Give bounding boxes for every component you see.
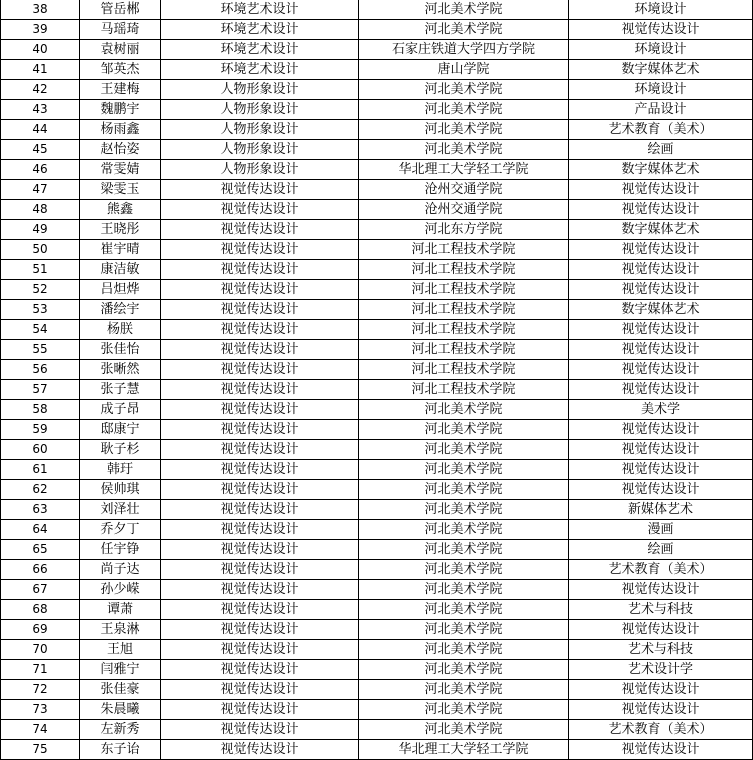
cell-number: 71 [1, 660, 80, 680]
cell-direction: 人物形象设计 [161, 160, 359, 180]
cell-direction: 视觉传达设计 [161, 280, 359, 300]
cell-direction: 视觉传达设计 [161, 620, 359, 640]
cell-direction: 视觉传达设计 [161, 500, 359, 520]
cell-major: 视觉传达设计 [569, 440, 753, 460]
cell-school: 河北工程技术学院 [359, 380, 569, 400]
cell-number: 58 [1, 400, 80, 420]
table-row [1, 280, 753, 300]
cell-major: 艺术教育（美术） [569, 560, 753, 580]
table-row [1, 620, 753, 640]
table-row [1, 380, 753, 400]
cell-direction: 人物形象设计 [161, 100, 359, 120]
cell-name: 王旭 [80, 640, 161, 660]
cell-direction: 视觉传达设计 [161, 580, 359, 600]
cell-direction: 视觉传达设计 [161, 600, 359, 620]
cell-school: 河北工程技术学院 [359, 240, 569, 260]
cell-direction: 视觉传达设计 [161, 440, 359, 460]
cell-name: 任宇铮 [80, 540, 161, 560]
cell-name: 邹英杰 [80, 60, 161, 80]
cell-name: 王晓彤 [80, 220, 161, 240]
cell-school: 河北东方学院 [359, 220, 569, 240]
cell-number: 42 [1, 80, 80, 100]
cell-name: 朱晨曦 [80, 700, 161, 720]
cell-number: 72 [1, 680, 80, 700]
table-row [1, 420, 753, 440]
cell-major: 视觉传达设计 [569, 420, 753, 440]
cell-direction: 视觉传达设计 [161, 740, 359, 760]
table-row [1, 0, 753, 20]
cell-direction: 视觉传达设计 [161, 560, 359, 580]
table-row [1, 720, 753, 740]
cell-major: 艺术设计学 [569, 660, 753, 680]
cell-number: 59 [1, 420, 80, 440]
table-row [1, 200, 753, 220]
cell-name: 张晰然 [80, 360, 161, 380]
table-row [1, 320, 753, 340]
cell-direction: 环境艺术设计 [161, 20, 359, 40]
cell-name: 袁树丽 [80, 40, 161, 60]
cell-major: 艺术与科技 [569, 640, 753, 660]
cell-direction: 视觉传达设计 [161, 320, 359, 340]
cell-school: 河北美术学院 [359, 680, 569, 700]
cell-major: 视觉传达设计 [569, 740, 753, 760]
table-row [1, 400, 753, 420]
cell-name: 闫雅宁 [80, 660, 161, 680]
cell-school: 河北工程技术学院 [359, 360, 569, 380]
cell-number: 51 [1, 260, 80, 280]
cell-major: 环境设计 [569, 40, 753, 60]
cell-school: 河北美术学院 [359, 120, 569, 140]
table-row [1, 500, 753, 520]
cell-name: 乔夕丁 [80, 520, 161, 540]
table-row [1, 580, 753, 600]
cell-school: 河北工程技术学院 [359, 340, 569, 360]
cell-school: 河北美术学院 [359, 700, 569, 720]
cell-direction: 人物形象设计 [161, 120, 359, 140]
cell-major: 数字媒体艺术 [569, 300, 753, 320]
cell-number: 56 [1, 360, 80, 380]
cell-number: 47 [1, 180, 80, 200]
cell-major: 产品设计 [569, 100, 753, 120]
cell-direction: 视觉传达设计 [161, 300, 359, 320]
cell-major: 数字媒体艺术 [569, 160, 753, 180]
cell-name: 韩玗 [80, 460, 161, 480]
cell-major: 视觉传达设计 [569, 480, 753, 500]
cell-name: 常雯婧 [80, 160, 161, 180]
cell-major: 数字媒体艺术 [569, 60, 753, 80]
cell-number: 55 [1, 340, 80, 360]
cell-school: 石家庄铁道大学四方学院 [359, 40, 569, 60]
table-row [1, 260, 753, 280]
cell-name: 梁雯玉 [80, 180, 161, 200]
cell-school: 河北美术学院 [359, 440, 569, 460]
cell-number: 69 [1, 620, 80, 640]
cell-name: 耿子杉 [80, 440, 161, 460]
cell-direction: 视觉传达设计 [161, 340, 359, 360]
cell-major: 绘画 [569, 140, 753, 160]
cell-direction: 视觉传达设计 [161, 240, 359, 260]
cell-number: 48 [1, 200, 80, 220]
table-row [1, 180, 753, 200]
table-row [1, 20, 753, 40]
cell-school: 河北美术学院 [359, 500, 569, 520]
cell-major: 视觉传达设计 [569, 200, 753, 220]
cell-direction: 视觉传达设计 [161, 420, 359, 440]
cell-school: 河北美术学院 [359, 400, 569, 420]
cell-name: 崔宇晴 [80, 240, 161, 260]
cell-school: 华北理工大学轻工学院 [359, 160, 569, 180]
cell-name: 成子昂 [80, 400, 161, 420]
table-row [1, 560, 753, 580]
cell-school: 华北理工大学轻工学院 [359, 740, 569, 760]
cell-number: 45 [1, 140, 80, 160]
cell-direction: 视觉传达设计 [161, 360, 359, 380]
table-row [1, 680, 753, 700]
table-row [1, 660, 753, 680]
cell-name: 潘绘宇 [80, 300, 161, 320]
cell-school: 河北美术学院 [359, 540, 569, 560]
cell-number: 43 [1, 100, 80, 120]
cell-major: 环境设计 [569, 80, 753, 100]
cell-major: 视觉传达设计 [569, 360, 753, 380]
cell-direction: 视觉传达设计 [161, 260, 359, 280]
cell-direction: 环境艺术设计 [161, 60, 359, 80]
cell-number: 40 [1, 40, 80, 60]
table-body [1, 0, 753, 760]
cell-direction: 视觉传达设计 [161, 380, 359, 400]
cell-number: 67 [1, 580, 80, 600]
table-row [1, 240, 753, 260]
cell-number: 61 [1, 460, 80, 480]
table-row [1, 300, 753, 320]
cell-name: 马瑶琦 [80, 20, 161, 40]
cell-school: 沧州交通学院 [359, 200, 569, 220]
cell-school: 河北工程技术学院 [359, 320, 569, 340]
cell-number: 73 [1, 700, 80, 720]
cell-direction: 视觉传达设计 [161, 640, 359, 660]
cell-direction: 视觉传达设计 [161, 460, 359, 480]
cell-direction: 视觉传达设计 [161, 700, 359, 720]
table-row [1, 340, 753, 360]
cell-major: 视觉传达设计 [569, 260, 753, 280]
cell-major: 艺术教育（美术） [569, 120, 753, 140]
cell-direction: 人物形象设计 [161, 140, 359, 160]
cell-school: 河北美术学院 [359, 80, 569, 100]
table-row [1, 600, 753, 620]
cell-school: 河北美术学院 [359, 480, 569, 500]
cell-school: 河北美术学院 [359, 640, 569, 660]
cell-name: 侯帅琪 [80, 480, 161, 500]
cell-number: 52 [1, 280, 80, 300]
cell-major: 视觉传达设计 [569, 700, 753, 720]
cell-number: 38 [1, 0, 80, 20]
cell-direction: 视觉传达设计 [161, 720, 359, 740]
cell-direction: 视觉传达设计 [161, 680, 359, 700]
cell-school: 唐山学院 [359, 60, 569, 80]
table-row [1, 440, 753, 460]
table-row [1, 220, 753, 240]
cell-major: 数字媒体艺术 [569, 220, 753, 240]
table-row [1, 100, 753, 120]
cell-major: 漫画 [569, 520, 753, 540]
cell-number: 41 [1, 60, 80, 80]
cell-school: 河北美术学院 [359, 580, 569, 600]
cell-major: 环境设计 [569, 0, 753, 20]
cell-major: 新媒体艺术 [569, 500, 753, 520]
table-row [1, 520, 753, 540]
table-row [1, 360, 753, 380]
cell-school: 河北美术学院 [359, 520, 569, 540]
cell-school: 河北工程技术学院 [359, 260, 569, 280]
cell-name: 张佳豪 [80, 680, 161, 700]
table-row [1, 160, 753, 180]
cell-number: 60 [1, 440, 80, 460]
cell-number: 63 [1, 500, 80, 520]
cell-major: 视觉传达设计 [569, 20, 753, 40]
cell-name: 张佳怡 [80, 340, 161, 360]
cell-name: 尚子达 [80, 560, 161, 580]
cell-name: 吕炟烨 [80, 280, 161, 300]
cell-name: 左新秀 [80, 720, 161, 740]
cell-school: 河北美术学院 [359, 600, 569, 620]
cell-number: 65 [1, 540, 80, 560]
cell-name: 杨雨鑫 [80, 120, 161, 140]
cell-direction: 视觉传达设计 [161, 180, 359, 200]
table-row [1, 700, 753, 720]
cell-number: 39 [1, 20, 80, 40]
cell-direction: 视觉传达设计 [161, 200, 359, 220]
cell-major: 艺术教育（美术） [569, 720, 753, 740]
cell-number: 64 [1, 520, 80, 540]
cell-direction: 人物形象设计 [161, 80, 359, 100]
table-row [1, 740, 753, 760]
cell-school: 河北美术学院 [359, 420, 569, 440]
cell-name: 孙少嵘 [80, 580, 161, 600]
cell-direction: 环境艺术设计 [161, 40, 359, 60]
cell-name: 王泉淋 [80, 620, 161, 640]
cell-school: 河北美术学院 [359, 140, 569, 160]
cell-name: 熊鑫 [80, 200, 161, 220]
cell-number: 68 [1, 600, 80, 620]
cell-name: 管岳郴 [80, 0, 161, 20]
cell-name: 王建梅 [80, 80, 161, 100]
cell-name: 邸康宁 [80, 420, 161, 440]
cell-school: 河北美术学院 [359, 20, 569, 40]
cell-school: 河北美术学院 [359, 660, 569, 680]
cell-major: 视觉传达设计 [569, 460, 753, 480]
cell-direction: 视觉传达设计 [161, 520, 359, 540]
cell-school: 河北美术学院 [359, 100, 569, 120]
cell-number: 74 [1, 720, 80, 740]
cell-direction: 视觉传达设计 [161, 660, 359, 680]
cell-direction: 视觉传达设计 [161, 400, 359, 420]
cell-school: 沧州交通学院 [359, 180, 569, 200]
table-row [1, 480, 753, 500]
cell-major: 艺术与科技 [569, 600, 753, 620]
cell-number: 50 [1, 240, 80, 260]
cell-number: 53 [1, 300, 80, 320]
table-row [1, 640, 753, 660]
cell-name: 刘泽壮 [80, 500, 161, 520]
cell-school: 河北工程技术学院 [359, 280, 569, 300]
table-row [1, 460, 753, 480]
cell-major: 视觉传达设计 [569, 620, 753, 640]
cell-direction: 视觉传达设计 [161, 540, 359, 560]
cell-major: 视觉传达设计 [569, 280, 753, 300]
cell-major: 绘画 [569, 540, 753, 560]
cell-number: 49 [1, 220, 80, 240]
cell-direction: 环境艺术设计 [161, 0, 359, 20]
cell-name: 杨朕 [80, 320, 161, 340]
cell-name: 魏鹏宇 [80, 100, 161, 120]
cell-number: 62 [1, 480, 80, 500]
cell-school: 河北美术学院 [359, 560, 569, 580]
cell-major: 视觉传达设计 [569, 320, 753, 340]
cell-name: 张子慧 [80, 380, 161, 400]
table-row [1, 60, 753, 80]
cell-number: 66 [1, 560, 80, 580]
cell-direction: 视觉传达设计 [161, 480, 359, 500]
cell-major: 视觉传达设计 [569, 580, 753, 600]
cell-major: 视觉传达设计 [569, 680, 753, 700]
cell-school: 河北美术学院 [359, 460, 569, 480]
cell-direction: 视觉传达设计 [161, 220, 359, 240]
cell-major: 美术学 [569, 400, 753, 420]
cell-number: 57 [1, 380, 80, 400]
cell-major: 视觉传达设计 [569, 380, 753, 400]
cell-number: 70 [1, 640, 80, 660]
cell-school: 河北美术学院 [359, 620, 569, 640]
table-row [1, 120, 753, 140]
cell-number: 54 [1, 320, 80, 340]
cell-major: 视觉传达设计 [569, 340, 753, 360]
cell-number: 75 [1, 740, 80, 760]
cell-number: 46 [1, 160, 80, 180]
table-row [1, 140, 753, 160]
cell-name: 赵怡姿 [80, 140, 161, 160]
cell-school: 河北美术学院 [359, 720, 569, 740]
cell-major: 视觉传达设计 [569, 240, 753, 260]
cell-number: 44 [1, 120, 80, 140]
cell-name: 康洁敏 [80, 260, 161, 280]
table-row [1, 540, 753, 560]
table-row [1, 40, 753, 60]
cell-major: 视觉传达设计 [569, 180, 753, 200]
table-row [1, 80, 753, 100]
cell-school: 河北工程技术学院 [359, 300, 569, 320]
cell-name: 东子诒 [80, 740, 161, 760]
cell-name: 谭萧 [80, 600, 161, 620]
cell-school: 河北美术学院 [359, 0, 569, 20]
